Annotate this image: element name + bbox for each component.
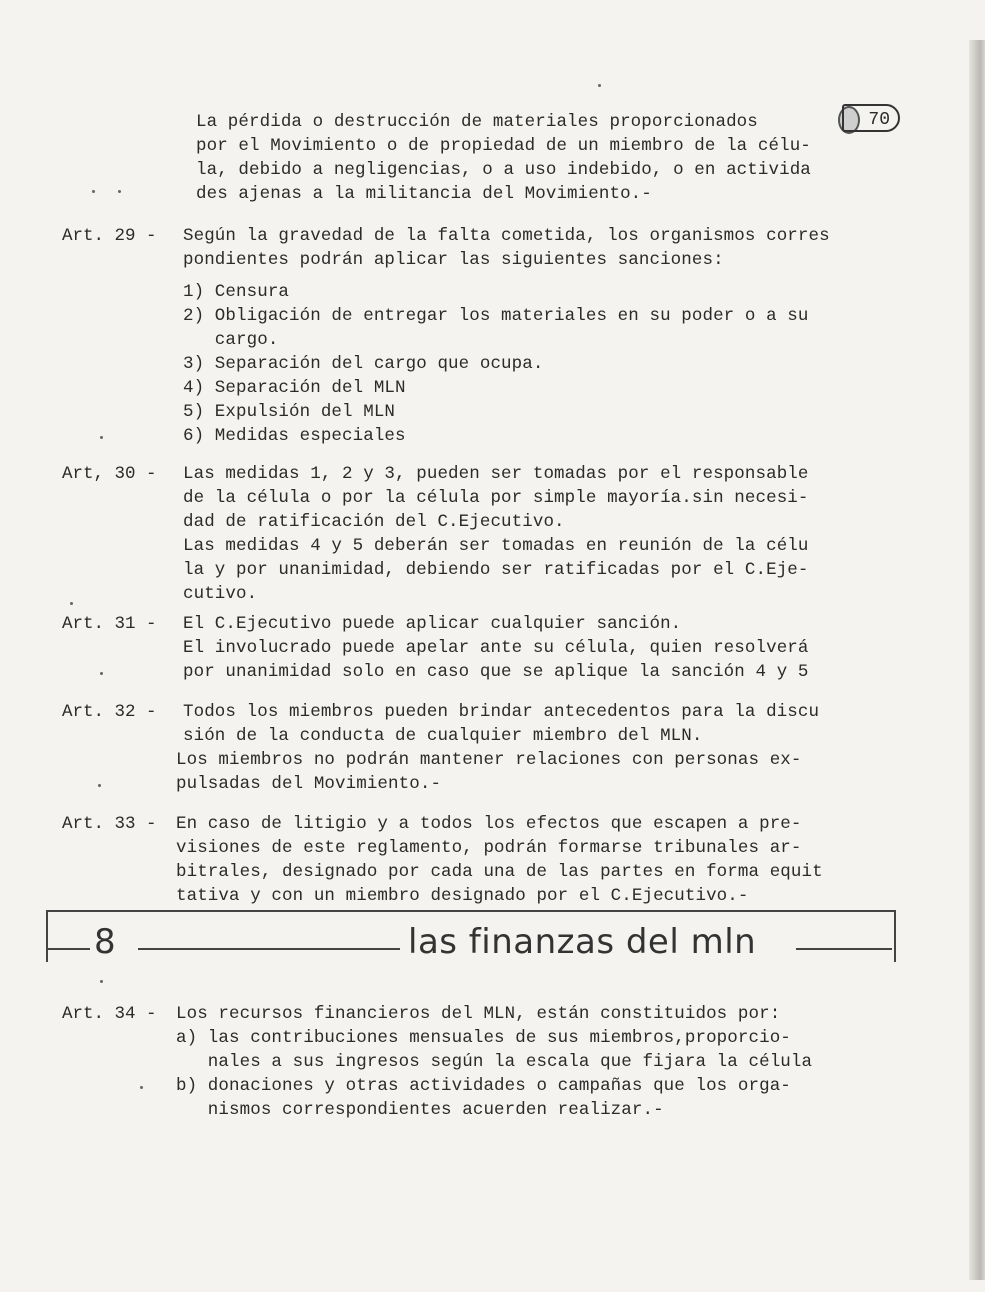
art29-item-5: 5) Expulsión del MLN bbox=[183, 402, 396, 422]
art29-line-1: Según la gravedad de la falta cometida, los organismos corres bbox=[183, 226, 830, 246]
intro-line-1: La pérdida o destrucción de materiales proporcionados bbox=[196, 112, 758, 132]
art31-label: Art. 31 - bbox=[62, 614, 157, 634]
art30-line-2: de la célula o por la célula por simple mayoría.sin necesi- bbox=[183, 488, 809, 508]
art32-line-1: Todos los miembros pueden brindar antecedentos para la discu bbox=[183, 702, 820, 722]
speck bbox=[70, 602, 73, 605]
art29-item-2: 2) Obligación de entregar los materiales en su poder o a su bbox=[183, 306, 809, 326]
intro-line-4: des ajenas a la militancia del Movimiento.- bbox=[196, 184, 652, 204]
section-rule-left bbox=[46, 948, 90, 950]
art34-item-b2: nismos correspondientes acuerden realizar.- bbox=[176, 1100, 664, 1120]
intro-line-2: por el Movimiento o de propiedad de un miembro de la célu- bbox=[196, 136, 811, 156]
speck bbox=[100, 672, 103, 675]
art30-line-6: cutivo. bbox=[183, 584, 258, 604]
art29-item-4: 4) Separación del MLN bbox=[183, 378, 406, 398]
art29-line-2: pondientes podrán aplicar las siguientes sanciones: bbox=[183, 250, 724, 270]
speck bbox=[118, 190, 121, 193]
art31-line-3: por unanimidad solo en caso que se aplique la sanción 4 y 5 bbox=[183, 662, 809, 682]
speck bbox=[598, 84, 601, 87]
art32-line-4: pulsadas del Movimiento.- bbox=[176, 774, 442, 794]
art29-item-1: 1) Censura bbox=[183, 282, 290, 302]
art32-label: Art. 32 - bbox=[62, 702, 157, 722]
section-number: 8 bbox=[94, 922, 116, 962]
art33-line-2: visiones de este reglamento, podrán formarse tribunales ar- bbox=[176, 838, 802, 858]
art34-item-a: a) las contribuciones mensuales de sus miembros,proporcio- bbox=[176, 1028, 791, 1048]
art30-label: Art, 30 - bbox=[62, 464, 157, 484]
art29-item-2b: cargo. bbox=[183, 330, 279, 350]
art34-item-a2: nales a sus ingresos según la escala que fijara la célula bbox=[176, 1052, 813, 1072]
art31-line-1: El C.Ejecutivo puede aplicar cualquier sanción. bbox=[183, 614, 682, 634]
art29-label: Art. 29 - bbox=[62, 226, 157, 246]
art33-label: Art. 33 - bbox=[62, 814, 157, 834]
art29-item-6: 6) Medidas especiales bbox=[183, 426, 406, 446]
speck bbox=[140, 1086, 143, 1089]
art30-line-3: dad de ratificación del C.Ejecutivo. bbox=[183, 512, 565, 532]
art33-line-4: tativa y con un miembro designado por el C.Ejecutivo.- bbox=[176, 886, 749, 906]
art34-item-b: b) donaciones y otras actividades o campañas que los orga- bbox=[176, 1076, 791, 1096]
page-number: 70 bbox=[842, 104, 900, 132]
art30-line-1: Las medidas 1, 2 y 3, pueden ser tomadas por el responsable bbox=[183, 464, 809, 484]
art31-line-2: El involucrado puede apelar ante su célula, quien resolverá bbox=[183, 638, 809, 658]
speck bbox=[92, 190, 95, 193]
speck bbox=[100, 980, 103, 983]
page-edge-shadow bbox=[969, 40, 985, 1280]
art33-line-1: En caso de litigio y a todos los efectos que escapen a pre- bbox=[176, 814, 802, 834]
art32-line-2: sión de la conducta de cualquier miembro del MLN. bbox=[183, 726, 703, 746]
speck bbox=[100, 436, 103, 439]
section-rule-middle bbox=[138, 948, 400, 950]
section-title: las finanzas del mln bbox=[408, 922, 757, 962]
art29-item-3: 3) Separación del cargo que ocupa. bbox=[183, 354, 544, 374]
art30-line-5: la y por unanimidad, debiendo ser ratificadas por el C.Eje- bbox=[183, 560, 809, 580]
speck bbox=[98, 784, 101, 787]
art34-label: Art. 34 - bbox=[62, 1004, 157, 1024]
art32-line-3: Los miembros no podrán mantener relaciones con personas ex- bbox=[176, 750, 802, 770]
art34-line-1: Los recursos financieros del MLN, están constituidos por: bbox=[176, 1004, 781, 1024]
intro-line-3: la, debido a negligencias, o a uso indebido, o en activida bbox=[196, 160, 811, 180]
art33-line-3: bitrales, designado por cada una de las partes en forma equit bbox=[176, 862, 823, 882]
art30-line-4: Las medidas 4 y 5 deberán ser tomadas en reunión de la célu bbox=[183, 536, 809, 556]
section-rule-right bbox=[796, 948, 892, 950]
